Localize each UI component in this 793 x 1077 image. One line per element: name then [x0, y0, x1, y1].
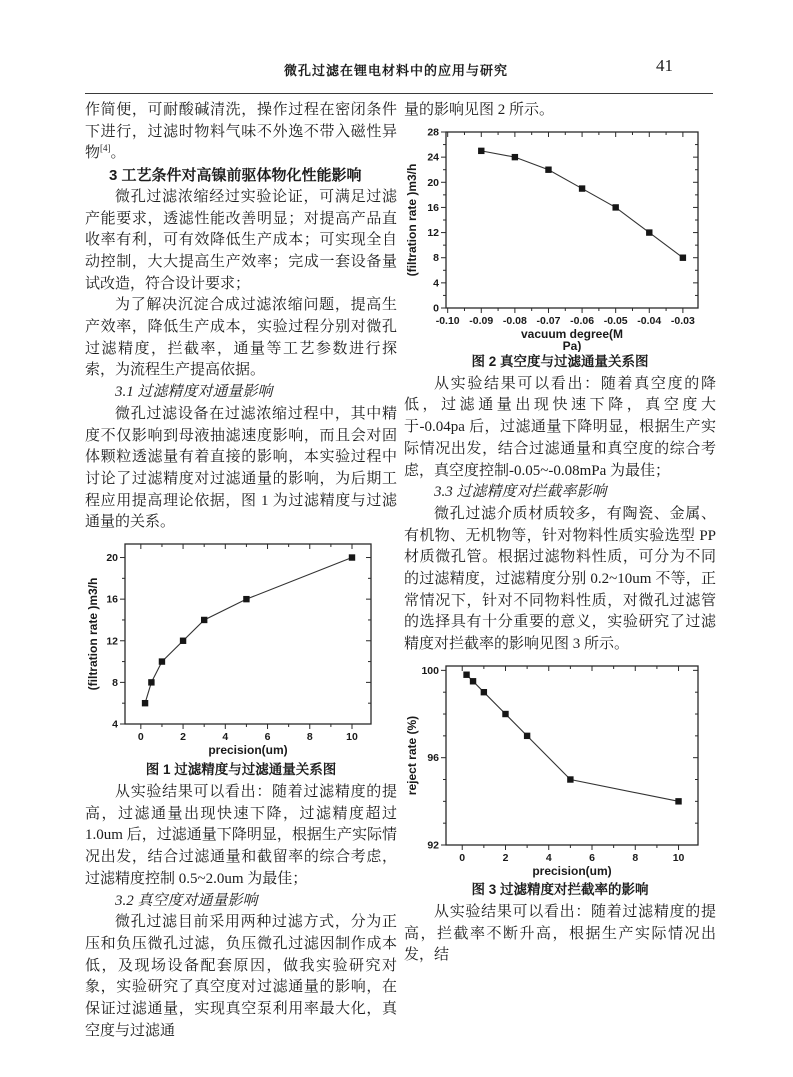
paragraph: 微孔过滤目前采用两种过滤方式，分为正压和负压微孔过滤，负压微孔过滤因制作成本低，及现场设备配套原因，做我实验研究对象，实验研究了真空度对过滤通量的影响，在保证过滤通量，实现真空泵利用率最大化，真空度与过滤通	[85, 914, 397, 1039]
section-heading-3-1: 3.1 过滤精度对通量影响	[115, 384, 273, 401]
svg-text:-0.08: -0.08	[502, 314, 527, 327]
svg-text:2: 2	[180, 731, 186, 744]
svg-text:8: 8	[433, 251, 439, 264]
figure-3-chart	[404, 658, 710, 880]
figure-1	[85, 536, 397, 780]
svg-text:4: 4	[545, 851, 552, 864]
svg-text:6: 6	[264, 731, 271, 744]
paragraph: 微孔过滤介质材质较多，有陶瓷、金属、有机物、无机物等，针对物料性质实验选型 PP 材质微孔管。根据过滤物料性质，可分为不同的过滤精度，过滤精度分别 0.2~10um 不等，正常情况下，针对不同物料性质，对微孔过滤管的选择具有十分重要的意义，实验研究了过滤精度对拦截率的影响见图 3 所示。	[404, 505, 716, 653]
paragraph-continuation: 量的影响见图 2 所示。	[404, 102, 555, 118]
svg-text:precision(um): precision(um)	[208, 743, 288, 758]
figure-1-caption: 图 1 过滤精度与过滤通量关系图	[145, 762, 337, 778]
svg-text:10: 10	[346, 731, 358, 744]
svg-text:0: 0	[459, 851, 466, 864]
svg-text:-0.04: -0.04	[637, 314, 662, 327]
svg-text:12: 12	[427, 226, 439, 239]
figure-2-chart	[404, 124, 710, 352]
svg-text:reject rate (%): reject rate (%)	[405, 715, 419, 796]
svg-text:8: 8	[306, 731, 313, 744]
figure-1-chart	[85, 536, 385, 760]
section-heading-3: 3 工艺条件对高镍前驱体物化性能影响	[109, 167, 362, 185]
svg-text:12: 12	[106, 635, 118, 648]
svg-text:16: 16	[427, 201, 439, 214]
section-heading-3-2: 3.2 真空度对通量影响	[115, 892, 258, 909]
paragraph: 微孔过滤设备在过滤浓缩过程中，其中精度不仅影响到母液抽滤速度影响，而且会对固体颗粒透滤量有着直接的影响，本实验过程中讨论了过滤精度对过滤通量的影响，为后期工程应用提高理论依据，图 1 为过滤精度与过滤通量的关系。	[85, 405, 397, 531]
right-column	[404, 100, 716, 967]
svg-text:4: 4	[222, 731, 229, 744]
figure-3	[404, 658, 716, 900]
svg-text:(filtration rate )m3/h: (filtration rate )m3/h	[86, 577, 100, 691]
paragraph: 从实验结果可以看出：随着过滤精度的提高，过滤通量出现快速下降，过滤精度超过 1.0um 后，过滤通量下降明显，根据生产实际情况出发，结合过滤通量和截留率的综合考虑，过滤精度控制 0.5~2.0um 为最佳；	[85, 784, 397, 887]
figure-3-caption: 图 3 过滤精度对拦截率的影响	[471, 881, 649, 897]
citation-marker: [4]	[100, 143, 111, 154]
svg-text:precision(um): precision(um)	[532, 863, 612, 878]
left-column	[85, 100, 397, 1043]
paragraph-text: 作简便，可耐酸碱清洗，操作过程在密闭条件下进行，过滤时物料气味不外逸不带入磁性异物	[85, 102, 397, 162]
svg-text:10: 10	[672, 851, 685, 864]
running-head-title: 微孔过滤在锂电材料中的应用与研究	[283, 63, 508, 78]
svg-text:-0.06: -0.06	[570, 314, 595, 327]
svg-text:vacuum degree(M: vacuum degree(M	[520, 326, 624, 341]
svg-text:20: 20	[106, 552, 118, 565]
paragraph: 从实验结果可以看出：随着过滤精度的提高，拦截率不断升高，根据生产实际情况出发，结	[404, 903, 716, 964]
svg-text:6: 6	[589, 851, 595, 864]
svg-text:96: 96	[427, 752, 439, 765]
section-heading-3-3: 3.3 过滤精度对拦截率影响	[434, 484, 607, 501]
svg-text:4: 4	[433, 277, 439, 290]
svg-text:0: 0	[433, 302, 439, 315]
svg-text:0: 0	[137, 731, 144, 744]
svg-text:20: 20	[427, 176, 439, 189]
svg-text:8: 8	[112, 676, 118, 689]
svg-text:-0.09: -0.09	[469, 314, 494, 327]
svg-text:24: 24	[427, 151, 439, 164]
paragraph: 为了解决沉淀合成过滤浓缩问题，提高生产效率，降低生产成本，实验过程分别对微孔过滤精度，拦截率，通量等工艺参数进行探索，为流程生产提高依据。	[85, 297, 397, 379]
page-number: 41	[656, 56, 673, 75]
paragraph-text: 。	[110, 145, 126, 162]
svg-text:-0.10: -0.10	[435, 314, 460, 327]
svg-text:16: 16	[106, 593, 118, 606]
header-rule	[85, 93, 713, 94]
svg-text:4: 4	[112, 718, 118, 731]
figure-2-caption: 图 2 真空度与过滤通量关系图	[471, 353, 649, 369]
svg-text:28: 28	[427, 126, 439, 139]
svg-text:100: 100	[421, 664, 439, 677]
figure-2	[404, 124, 716, 372]
paragraph: 微孔过滤浓缩经过实验论证，可满足过滤产能要求，透滤性能改善明显；对提高产品直收率有利，可有效降低生产成本；可实现全自动控制，大大提高生产效率；完成一套设备量试改造，符合设计要求；	[85, 188, 397, 292]
paragraph-continuation	[85, 100, 397, 165]
svg-text:8: 8	[632, 851, 639, 864]
svg-text:-0.03: -0.03	[670, 314, 695, 327]
svg-text:92: 92	[427, 839, 439, 852]
svg-text:-0.07: -0.07	[536, 314, 561, 327]
svg-text:-0.05: -0.05	[603, 314, 628, 327]
svg-text:(filtration rate )m3/h: (filtration rate )m3/h	[405, 163, 419, 277]
paragraph: 从实验结果可以看出：随着真空度的降低，过滤通量出现快速下降，真空度大于-0.04pa 后，过滤通量下降明显，根据生产实际情况出发，结合过滤通量和真空度的综合考虑，真空度控制-0.05~-0.08mPa 为最佳；	[404, 375, 716, 479]
svg-text:Pa): Pa)	[562, 338, 582, 352]
svg-text:2: 2	[502, 851, 509, 864]
